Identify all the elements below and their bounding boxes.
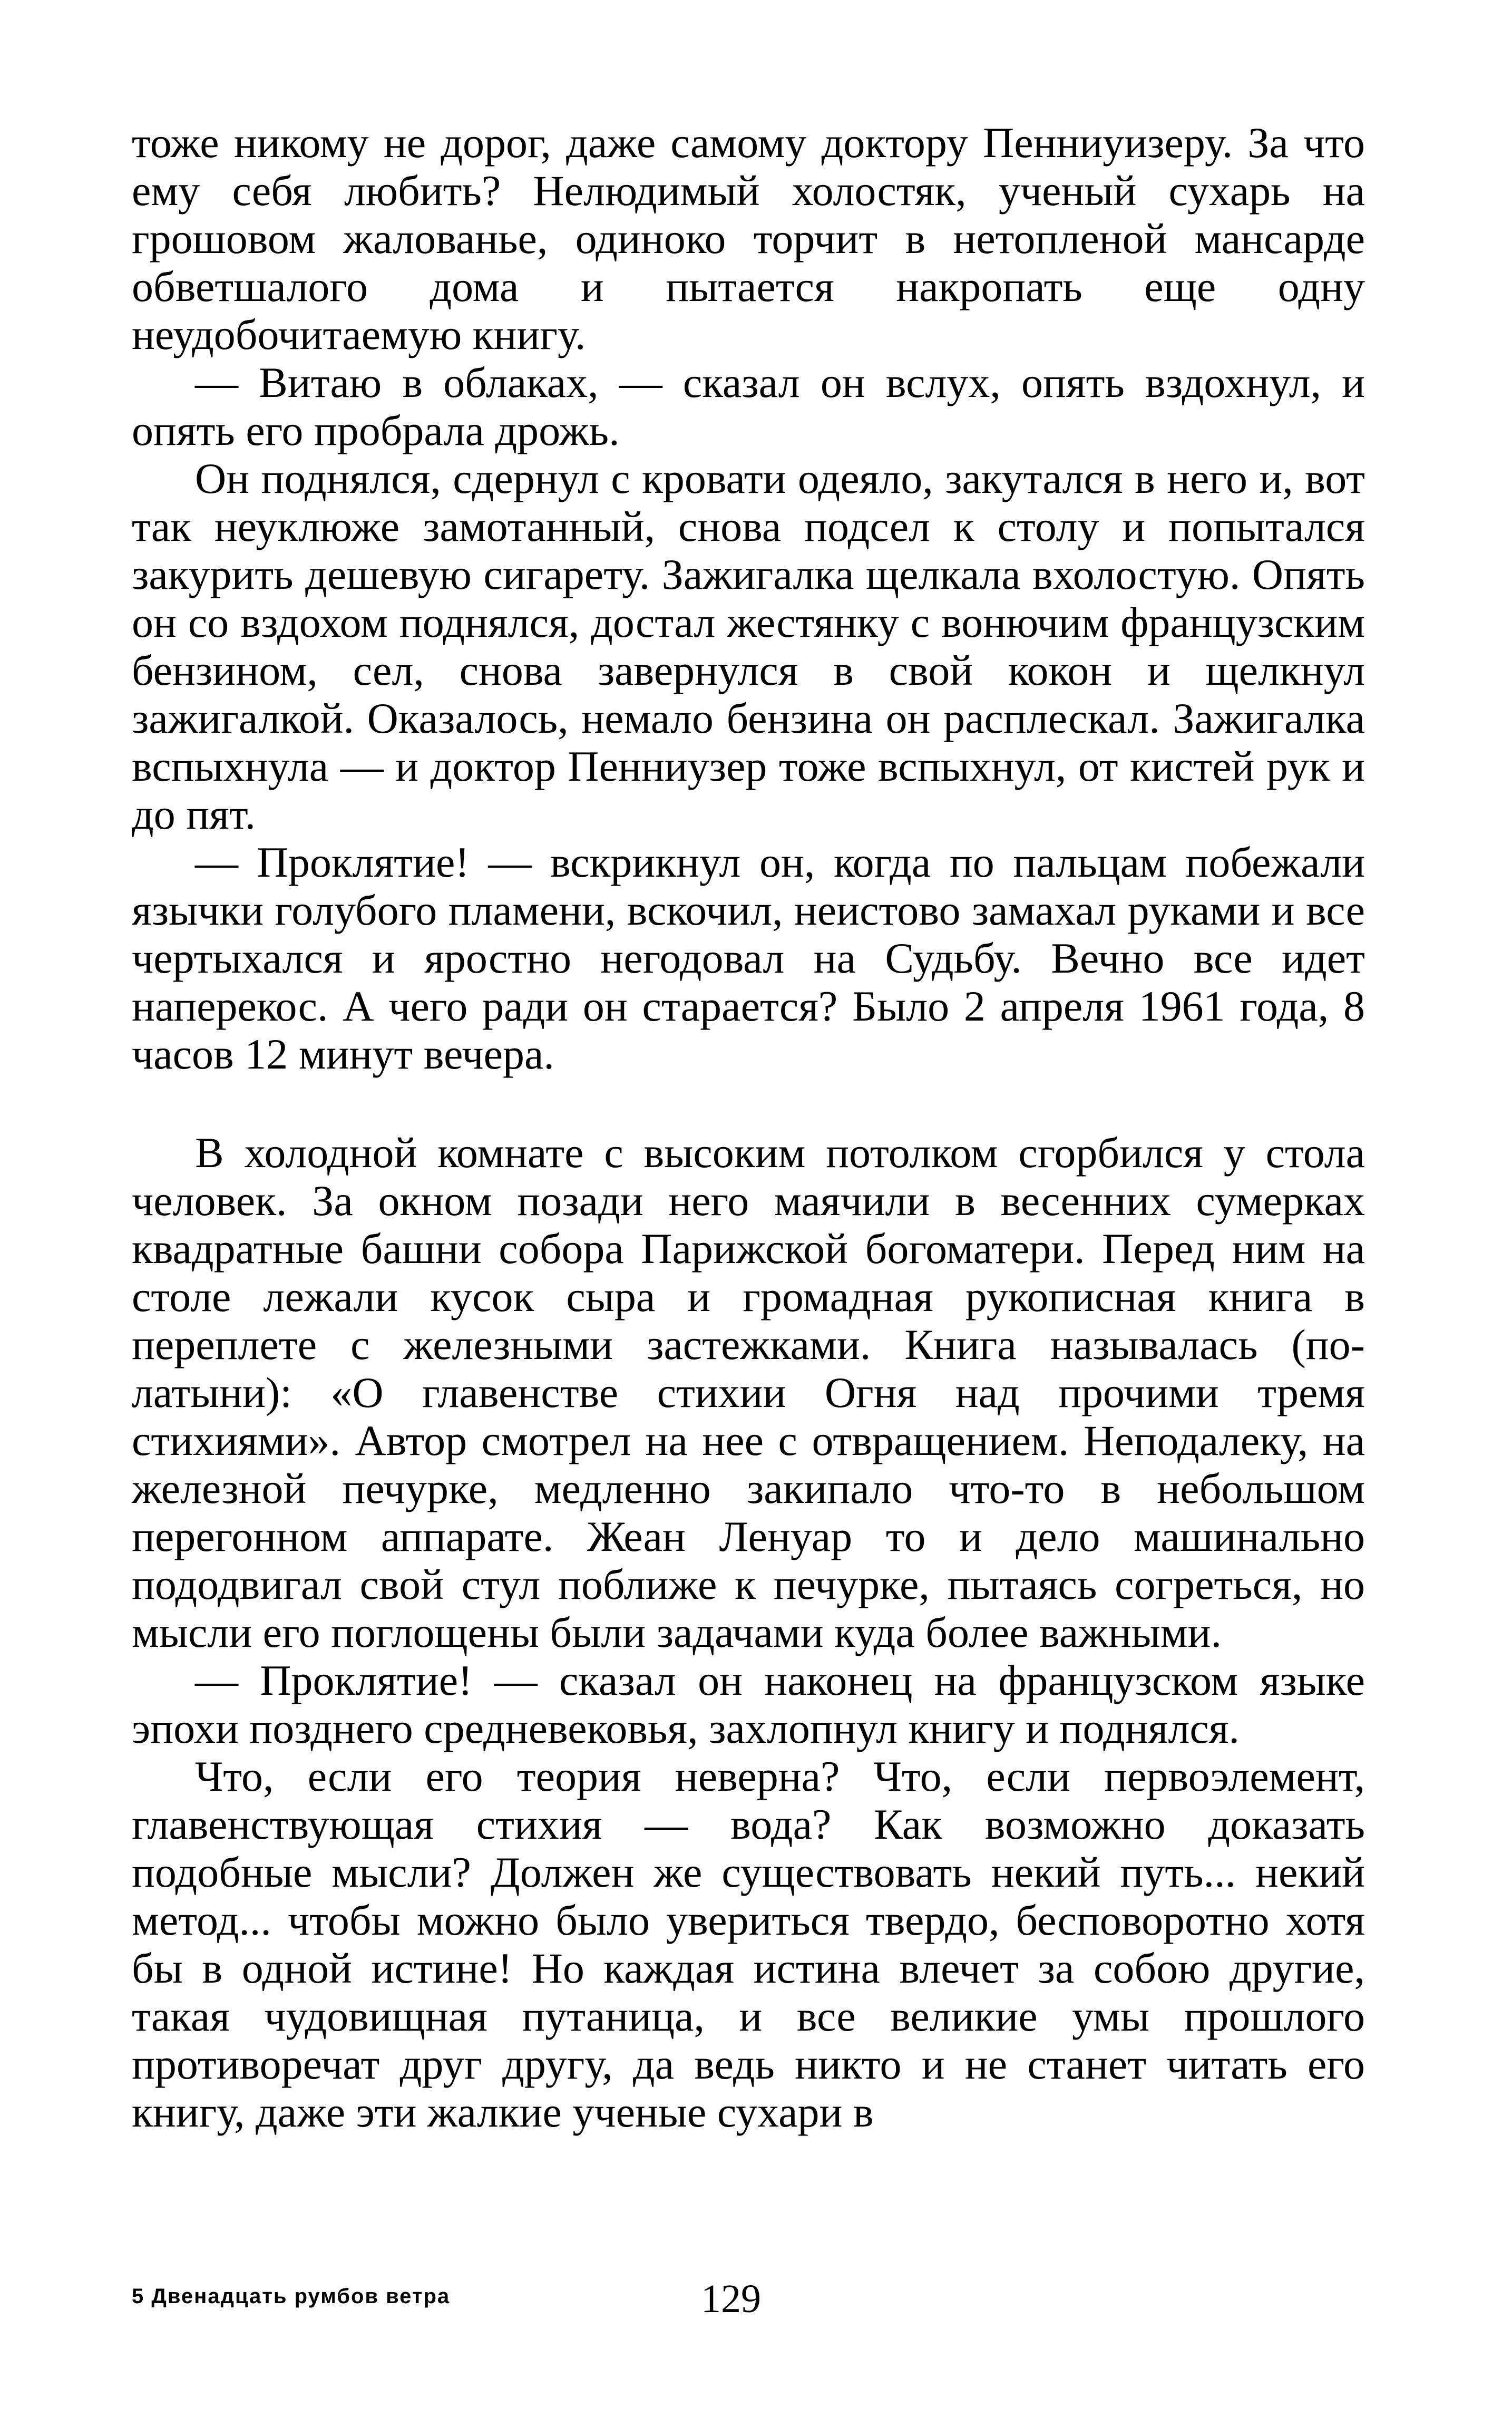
page-footer <box>132 2276 1365 2321</box>
paragraph-curse-french: — Проклятие! — сказал он наконец на французском языке эпохи позднего средневековья, захлопнул книгу и поднялся. <box>132 1656 1365 1752</box>
page-body <box>132 119 1365 2136</box>
paragraph-continuation: тоже никому не дорог, даже самому доктору Пенниуизеру. За что ему себя любить? Нелюдимый холостяк, ученый сухарь на грошовом жалованье, одиноко торчит в нетопленой мансарде обветшалого дома и пытается накропать еще одну неудобочитаемую книгу. <box>132 119 1365 358</box>
paragraph-theory: Что, если его теория неверна? Что, если первоэлемент, главенствующая стихия — вода? Как возможно доказать подобные мысли? Должен же существовать некий путь... некий метод... чтобы можно было увериться твердо, бесповоротно хотя бы в одной истине! Но каждая истина влечет за собою другие, такая чудовищная путаница, и все великие умы прошлого противоречат друг другу, да ведь никто и не станет читать его книгу, даже эти жалкие ученые сухари в <box>132 1752 1365 2136</box>
paragraph-dialogue-clouds: — Витаю в облаках, — сказал он вслух, опять вздохнул, и опять его пробрала дрожь. <box>132 358 1365 454</box>
section-break <box>132 1078 1365 1129</box>
printer-signature: 5 Двенадцать румбов ветра <box>132 2285 451 2308</box>
paragraph-curse-date: — Проклятие! — вскрикнул он, когда по пальцам побежали язычки голубого пламени, вскочил, неистово замахал руками и все чертыхался и яростно негодовал на Судьбу. Вечно все идет наперекос. А чего ради он старается? Было 2 апреля 1961 года, 8 часов 12 минут вечера. <box>132 838 1365 1078</box>
page-number: 129 <box>701 2277 761 2321</box>
paragraph-cold-room: В холодной комнате с высоким потолком сгорбился у стола человек. За окном позади него маячили в весенних сумерках квадратные башни собора Парижской богоматери. Перед ним на столе лежали кусок сыра и громадная рукописная книга в переплете с железными застежками. Книга называлась (по-латыни): «О главенстве стихии Огня над прочими тремя стихиями». Автор смотрел на нее с отвращением. Неподалеку, на железной печурке, медленно закипало что-то в небольшом перегонном аппарате. Жеан Ленуар то и дело машинально пододвигал свой стул поближе к печурке, пытаясь согреться, но мысли его поглощены были задачами куда более важными. <box>132 1129 1365 1656</box>
paragraph-lighter: Он поднялся, сдернул с кровати одеяло, закутался в него и, вот так неуклюже замотанный, снова подсел к столу и попытался закурить дешевую сигарету. Зажигалка щелкала вхолостую. Опять он со вздохом поднялся, достал жестянку с вонючим французским бензином, сел, снова завернулся в свой кокон и щелкнул зажигалкой. Оказалось, немало бензина он расплескал. Зажигалка вспыхнула — и доктор Пенниузер тоже вспыхнул, от кистей рук и до пят. <box>132 454 1365 838</box>
